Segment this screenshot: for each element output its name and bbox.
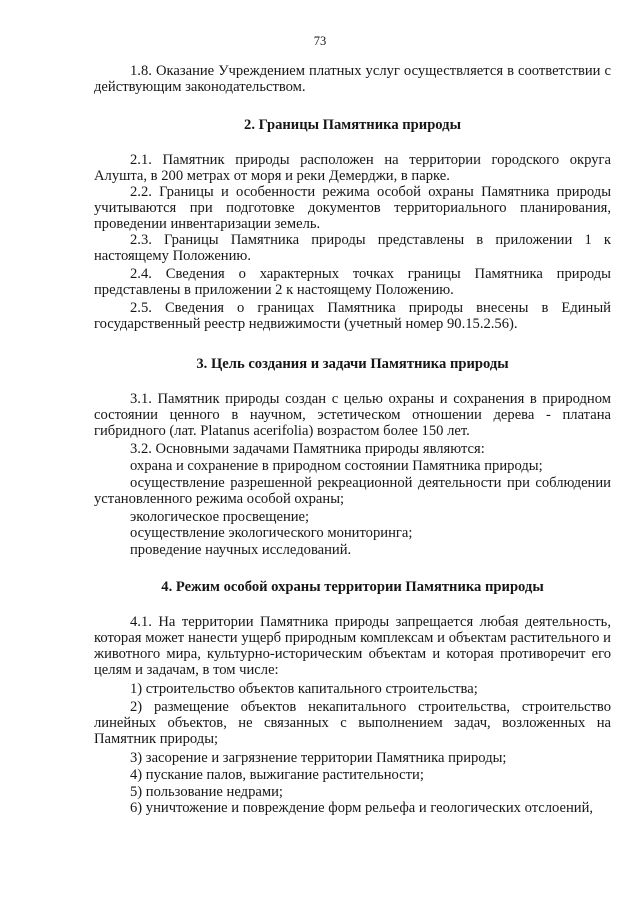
prohibition-item: 4) пускание палов, выжигание растительности; bbox=[130, 767, 424, 783]
paragraph-2-3: 2.3. Границы Памятника природы представлены в приложении 1 к настоящему Положению. bbox=[94, 232, 611, 264]
task-item: экологическое просвещение; bbox=[130, 509, 310, 525]
page-number: 73 bbox=[313, 34, 327, 48]
task-item: проведение научных исследований. bbox=[130, 542, 352, 558]
task-item: осуществление экологического мониторинга; bbox=[130, 525, 413, 541]
section-3-heading: 3. Цель создания и задачи Памятника природы bbox=[196, 356, 509, 372]
prohibition-item: 1) строительство объектов капитального строительства; bbox=[130, 681, 478, 697]
paragraph-1-8: 1.8. Оказание Учреждением платных услуг осуществляется в соответствии с действующим законодательством. bbox=[94, 63, 611, 95]
paragraph-2-5: 2.5. Сведения о границах Памятника природы внесены в Единый государственный реестр недвижимости (учетный номер 90.15.2.56). bbox=[94, 300, 611, 332]
task-item: охрана и сохранение в природном состоянии Памятника природы; bbox=[130, 458, 543, 474]
paragraph-2-1: 2.1. Памятник природы расположен на территории городского округа Алушта, в 200 метрах от моря и реки Демерджи, в парке. bbox=[94, 152, 611, 184]
paragraph-2-2: 2.2. Границы и особенности режима особой охраны Памятника природы учитываются при подготовке документов территориального планирования, проведении инвентаризации земель. bbox=[94, 184, 611, 232]
prohibition-item: 5) пользование недрами; bbox=[130, 784, 283, 800]
section-4-heading: 4. Режим особой охраны территории Памятника природы bbox=[161, 579, 544, 595]
prohibition-item: 3) засорение и загрязнение территории Памятника природы; bbox=[130, 750, 507, 766]
paragraph-3-1: 3.1. Памятник природы создан с целью охраны и сохранения в природном состоянии ценного в научном, эстетическом отношении дерева - платана гибридного (лат. Platanus acerifolia) возрастом более 150 лет. bbox=[94, 391, 611, 439]
paragraph-4-1: 4.1. На территории Памятника природы запрещается любая деятельность, которая может нанести ущерб природным комплексам и объектам растительного и животного мира, культурно-историческим объектам и которая противоречит его целям и задачам, в том числе: bbox=[94, 614, 611, 678]
prohibition-item: 2) размещение объектов некапитального строительства, строительство линейных объектов, не связанных с выполнением задач, возложенных на Памятник природы; bbox=[94, 699, 611, 747]
paragraph-3-2: 3.2. Основными задачами Памятника природы являются: bbox=[130, 441, 485, 457]
section-2-heading: 2. Границы Памятника природы bbox=[244, 117, 461, 133]
paragraph-2-4: 2.4. Сведения о характерных точках границы Памятника природы представлены в приложении 2 к настоящему Положению. bbox=[94, 266, 611, 298]
prohibition-item: 6) уничтожение и повреждение форм рельефа и геологических отслоений, bbox=[130, 800, 594, 816]
task-item: осуществление разрешенной рекреационной деятельности при соблюдении установленного режима особой охраны; bbox=[94, 475, 611, 507]
